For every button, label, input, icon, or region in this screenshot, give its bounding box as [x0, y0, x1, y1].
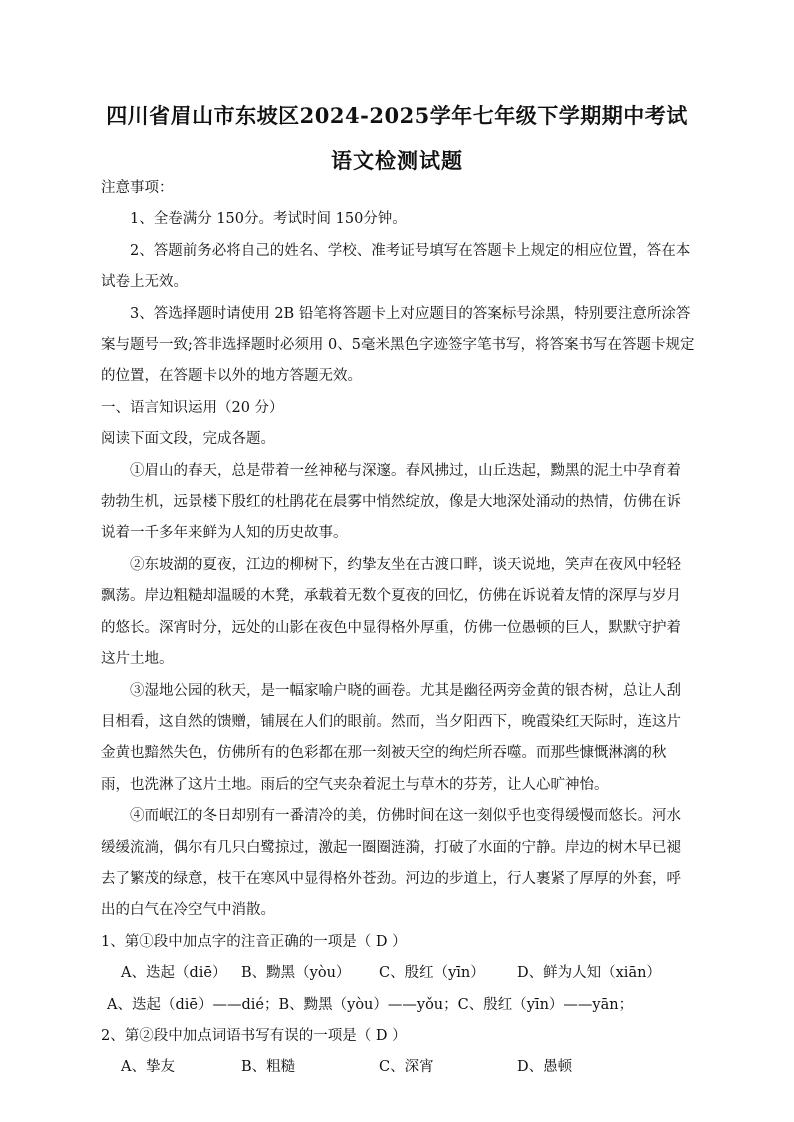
option-c: C、深宵	[379, 1059, 434, 1076]
option-d: D、鲜为人知（xiān）	[517, 965, 661, 982]
question-options	[101, 1052, 695, 1083]
reading-paragraph: ③湿地公园的秋天，是一幅家喻户晓的画卷。尤其是幽径两旁金黄的银杏树，总让人刮目相看，这自然的馈赠，铺展在人们的眼前。然而，当夕阳西下，晚霞染红天际时，连这片金黄也黯然失色，仿佛所有的色彩都在那一刻被天空的绚烂所吞噬。而那些慷慨淋漓的秋雨，也洗淋了这片土地。雨后的空气夹杂着泥土与草木的芬芳，让人心旷神怡。	[101, 682, 681, 793]
question-stem: 2、第②段中加点词语书写有误的一项是（ D ）	[101, 1027, 407, 1044]
notice-heading: 注意事项：	[101, 180, 174, 196]
page-title: 四川省眉山市东坡区2024-2025学年七年级下学期期中考试	[106, 103, 688, 128]
question-options	[101, 958, 695, 989]
option-a: A、迭起（diē）	[121, 965, 227, 982]
reading-paragraph: ④而岷江的冬日却别有一番清冷的美，仿佛时间在这一刻似乎也变得缓慢而悠长。河水缓缓流淌，偶尔有几只白鹭掠过，激起一圈圈涟漪，打破了水面的宁静。岸边的树木早已褪去了繁茂的绿意，枝干在寒风中显得格外苍劲。河边的步道上，行人裹紧了厚厚的外套，呼出的白气在冷空气中消散。	[101, 808, 681, 919]
option-b: B、粗糙	[241, 1059, 296, 1076]
option-a: A、挚友	[121, 1059, 175, 1076]
option-d: D、愚顿	[517, 1059, 573, 1076]
document-body	[101, 173, 695, 1084]
reading-instruction: 阅读下面文段，完成各题。	[101, 431, 275, 448]
reading-paragraph: ②东坡湖的夏夜，江边的柳树下，约挚友坐在古渡口畔，谈天说地，笑声在夜风中轻轻飘荡。岸边粗糙却温暖的木凳，承载着无数个夏夜的回忆，仿佛在诉说着友情的深厚与岁月的悠长。深宵时分，远处的山影在夜色中显得格外厚重，仿佛一位愚顿的巨人，默默守护着这片土地。	[101, 556, 681, 668]
notice-item: 3、答选择题时请使用 2B 铅笔将答题卡上对应题目的答案标号涂黑，特别要注意所涂答案与题号一致;答非选择题时必须用 0、5毫米黑色字迹签字笔书写，将答案书写在答题卡规定的位置，在答题卡以外的地方答题无效。	[101, 305, 695, 385]
notice-item: 2、答题前务必将自己的姓名、学校、准考证号填写在答题卡上规定的相应位置，答在本试卷上无效。	[101, 242, 691, 291]
reading-paragraph: ①眉山的春天，总是带着一丝神秘与深邃。春风拂过，山丘迭起，黝黑的泥土中孕育着勃勃生机，远景楼下殷红的杜鹃花在晨雾中悄然绽放，像是大地深处涌动的热情，仿佛在诉说着一千多年来鲜为人知的历史故事。	[101, 462, 681, 542]
option-b: B、黝黑（yòu）	[241, 965, 351, 982]
question-stem: 1、第①段中加点字的注音正确的一项是（ D ）	[101, 933, 407, 950]
section-heading: 一、语言知识运用（20 分）	[101, 399, 284, 416]
page-subtitle: 语文检测试题	[331, 148, 463, 173]
option-c: C、殷红（yīn）	[379, 965, 485, 982]
answer-note: A、迭起（diē）——dié；B、黝黑（yòu）——yǒu；C、殷红（yīn）——yān；	[107, 996, 634, 1013]
notice-item: 1、全卷满分 150分。考试时间 150分钟。	[130, 211, 407, 228]
